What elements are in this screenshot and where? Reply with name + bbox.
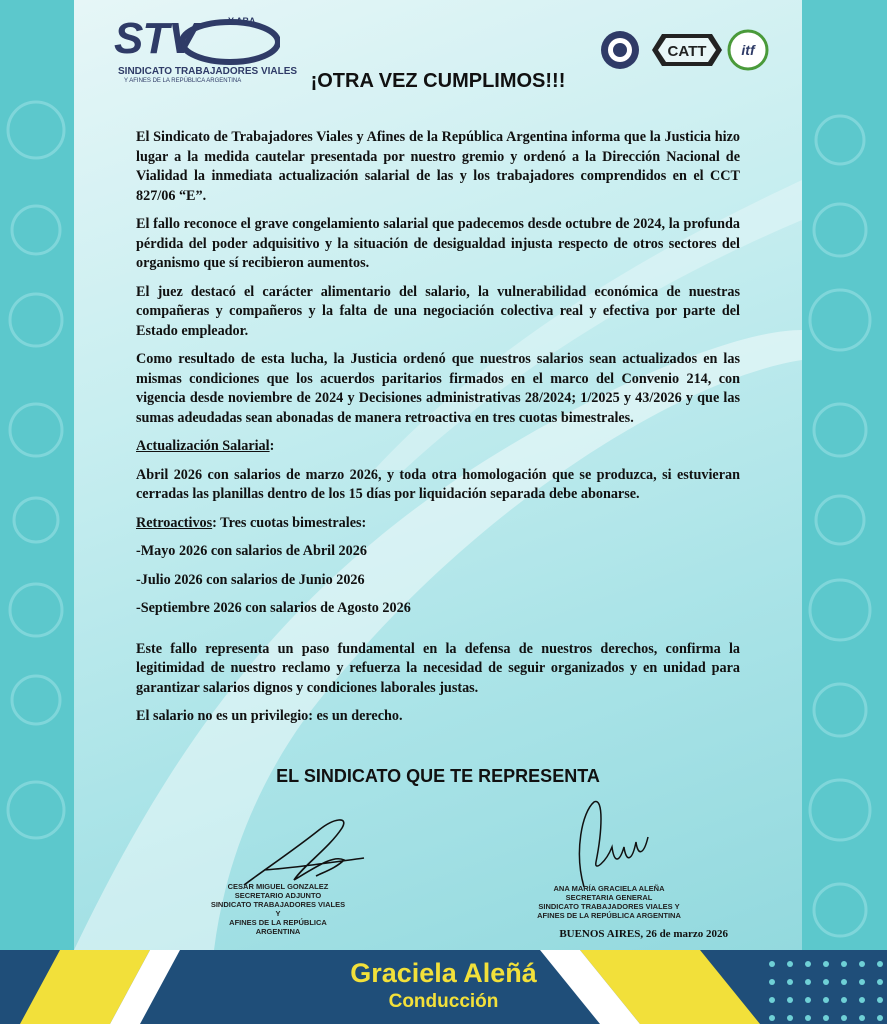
actualizacion-heading-text: Actualización Salarial <box>136 438 270 454</box>
signer-title: SECRETARIA GENERAL <box>565 893 653 902</box>
retroactivos-heading <box>136 514 740 534</box>
itf-logo-text: itf <box>741 42 755 58</box>
signer-org: SINDICATO TRABAJADORES VIALES Y <box>538 902 680 911</box>
stv-logo-subtitle: SINDICATO TRABAJADORES VIALES <box>118 66 298 77</box>
paragraph: El fallo reconoce el grave congelamiento salarial que padecemos desde octubre de 2024, la profunda pérdida del poder adquisitivo y la situación de desigualdad injusta respecto de otros sectores del organismo que sí recibieron aumentos. <box>136 216 740 271</box>
stv-logo-subtitle-2: Y AFINES DE LA REPÚBLICA ARGENTINA <box>124 78 242 84</box>
signer-org: SINDICATO TRABAJADORES VIALES Y <box>210 900 346 918</box>
signer-org-2: AFINES DE LA REPÚBLICA ARGENTINA <box>537 911 681 920</box>
catt-logo-text: CATT <box>667 43 707 60</box>
itf-logo-icon <box>729 31 767 69</box>
signature-block-right <box>534 884 684 920</box>
paragraph: Como resultado de esta lucha, la Justicia ordenó que nuestros salarios sean actualizados en las mismas condiciones que los acuerdos paritarios firmados en el marco del Convenio 214, con vigencia desde noviembre de 2024 y Decisiones administrativas 28/2024; 1/2025 y 43/2026 y que las sumas adeudadas sean abonadas de manera retroactiva en tres cuotas bimestrales. <box>136 351 740 426</box>
actualizacion-heading <box>136 437 740 457</box>
banner-subtitle: Conducción <box>388 991 499 1012</box>
signature-block-left <box>208 882 348 936</box>
signer-name: CESAR MIGUEL GONZALEZ <box>227 882 329 891</box>
catt-logo-icon <box>652 34 722 66</box>
retroactivos-heading-text: Retroactivos <box>136 514 213 531</box>
paragraph: El juez destacó el carácter alimentario del salario, la vulnerabilidad económica de nuestras compañeras y compañeros y la falta de una negociación colectiva real y efectiva por parte del Estado empleador. <box>136 283 740 339</box>
retroactivo-item: -Mayo 2026 con salarios de Abril 2026 <box>136 543 367 559</box>
retroactivos-heading-suffix: : Tres cuotas bimestrales: <box>212 514 367 531</box>
closing-paragraph: El salario no es un privilegio: es un derecho. <box>136 708 403 724</box>
partner-logos <box>600 28 800 74</box>
signer-org-2: AFINES DE LA REPÚBLICA ARGENTINA <box>229 918 327 936</box>
signature-right-icon <box>564 792 654 892</box>
stv-logo-text: STV <box>114 14 197 63</box>
letter-paper <box>74 0 802 950</box>
paragraph: El Sindicato de Trabajadores Viales y Afines de la República Argentina informa que la Justicia hizo lugar a la medida cautelar presentada por nuestro gremio y ordenó a la Dirección Nacional de Vialidad la inmediata actualización salarial de las y los trabajadores comprendidos en el CCT 827/06 “E”. <box>136 129 740 204</box>
signer-name: ANA MARÍA GRACIELA ALEÑA <box>553 884 665 893</box>
actualizacion-text: Abril 2026 con salarios de marzo 2026, y toda otra homologación que se produzca, si estuvieran cerradas las planillas dentro de los 15 días por liquidación separada debe abonarse. <box>136 466 740 502</box>
stv-logo-aba: Y ABA <box>228 16 256 26</box>
headline: ¡OTRA VEZ CUMPLIMOS!!! <box>310 70 566 92</box>
letter-body <box>136 128 740 736</box>
retroactivo-item: -Julio 2026 con salarios de Junio 2026 <box>136 571 365 588</box>
actualizacion-heading-suffix: : <box>269 438 275 454</box>
cgt-logo-icon <box>601 31 639 69</box>
banner-name: Graciela Aleñá <box>350 958 537 988</box>
signature-left-icon <box>224 810 374 890</box>
closing-paragraph: Este fallo representa un paso fundamental en la defensa de nuestros derechos, confirma la legitimidad de nuestro reclamo y refuerza la necesidad de seguir organizados y en unidad para garantizar salarios dignos y condiciones laborales justas. <box>136 640 740 696</box>
retroactivo-item: -Septiembre 2026 con salarios de Agosto 2026 <box>136 600 411 616</box>
slogan: EL SINDICATO QUE TE REPRESENTA <box>276 766 600 786</box>
signer-title: SECRETARIO ADJUNTO <box>234 891 322 900</box>
letter-date: BUENOS AIRES, 26 de marzo 2026 <box>559 928 728 940</box>
